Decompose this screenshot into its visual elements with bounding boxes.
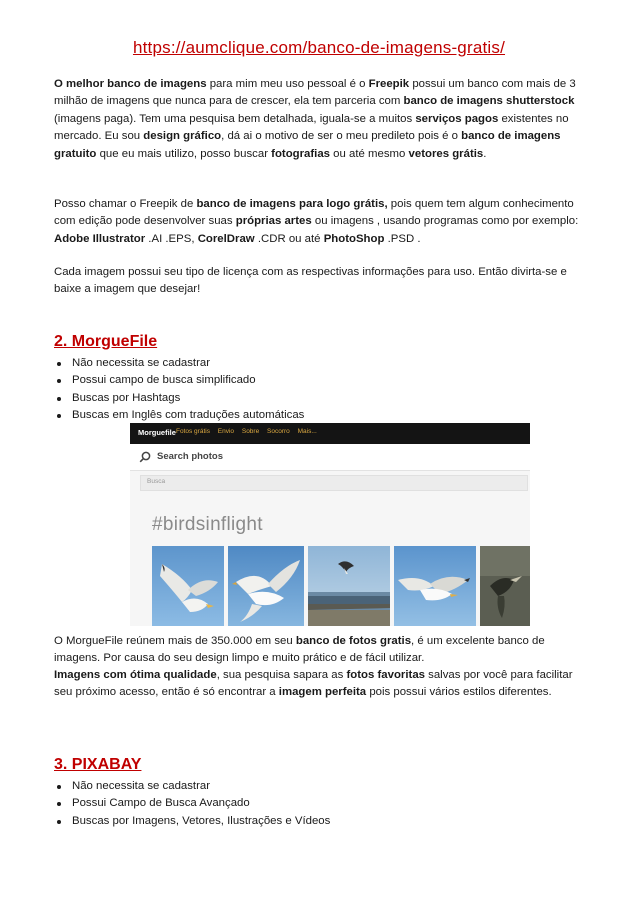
text-run: ou até mesmo [330,147,409,160]
text-run: . [483,147,487,160]
text-run: design gráfico [143,130,222,143]
pixabay-feature-list [54,778,574,830]
photo-gull-2 [228,546,304,626]
screenshot-search-placeholder: Search photos [157,451,223,462]
text-run: que eu mais utilizo, posso buscar [96,147,272,160]
screenshot-search-bar [130,444,530,471]
text-run: banco de imagens shutterstock [403,95,575,108]
text-run: , é um excelente banco de imagens. Por causa do seu design limpo e muito prático e de fácil utilizar. [54,635,545,665]
list-item-text: Não necessita se cadastrar [72,780,211,792]
text-run: Imagens com ótima qualidade [54,669,217,681]
text-run: .AI .EPS, [145,232,198,245]
list-item-text: Buscas por Hashtags [72,391,181,404]
list-item [54,813,574,830]
section-heading-morguefile: 2. MorgueFile [54,333,158,350]
text-run: banco de fotos gratis [295,635,412,647]
list-item [54,355,574,372]
text-run: .CDR ou até [254,232,324,245]
list-item-text: Não necessita se cadastrar [72,357,211,369]
text-run: existentes no mercado. Eu sou [54,112,569,143]
text-run: PhotoShop [323,232,385,245]
bullet-icon [57,362,61,366]
bullet-icon [57,785,61,789]
text-run: .PSD . [384,232,421,245]
morguefile-paragraph-2 [54,667,594,702]
bullet-icon [57,397,61,401]
screenshot-nav-link: Mais... [297,428,317,435]
text-run: pois possui vários estilos diferentes. [366,686,552,699]
screenshot-nav-link: Envio [217,428,235,435]
text-run: fotografias [271,147,331,160]
list-item-text: Possui Campo de Busca Avançado [72,797,250,810]
photo-gull-3 [394,546,476,626]
bullet-icon [57,802,61,806]
text-run: Adobe Illustrator [54,232,146,245]
text-run: fotos favoritas [346,669,425,681]
text-run: Posso chamar o Freepik de [54,198,197,210]
source-url-link[interactable]: https://aumclique.com/banco-de-imagens-gratis/ [132,38,506,57]
text-run: serviços pagos [415,112,499,125]
photo-gull-1 [152,546,224,626]
text-run: para mim meu uso pessoal é o [206,78,369,90]
text-run: banco de imagens para logo grátis, [196,198,388,210]
photo-bird-dark [480,546,530,626]
text-run: CorelDraw [197,232,255,245]
bullet-icon [57,414,61,418]
morguefile-feature-list [54,355,574,425]
text-run: pois quem tem algum conhecimento com edição pode desenvolver suas [54,198,574,228]
text-run: , dá ai o motivo de ser o meu predileto pois é o [221,130,462,143]
intro-paragraph-2 [54,196,594,248]
list-item [54,372,574,389]
list-item [54,390,574,407]
intro-paragraph-3 [54,264,594,299]
intro-paragraph-1 [54,76,594,163]
screenshot-brand: Morguefile [138,428,176,437]
text-run: vetores grátis [408,147,484,160]
list-item [54,795,574,812]
text-run: banco de imagens gratuito [54,130,561,160]
text-run: possui um banco com mais de 3 milhão de imagens que nunca para de crescer, ela tem parceria com [54,78,576,108]
morguefile-screenshot [130,423,530,626]
search-icon [139,451,151,463]
text-run: próprias artes [235,215,312,228]
screenshot-hashtag: #birdsinflight [152,514,263,535]
screenshot-nav-link: Fotos grátis [176,428,210,435]
list-item-text: Possui campo de busca simplificado [72,374,256,387]
screenshot-navbar [130,423,530,444]
list-item [54,407,574,424]
text-run: imagem perfeita [278,686,367,699]
morguefile-paragraph-1 [54,633,594,668]
text-run: O MorgueFile reúnem mais de 350.000 em seu [54,635,296,647]
section-heading-pixabay: 3. PIXABAY [54,756,142,773]
screenshot-busca-label: Busca [147,478,166,485]
screenshot-nav-link: Socorro [267,428,290,435]
photo-pier [308,546,390,626]
bullet-icon [57,820,61,824]
text-run: (imagens paga). Tem uma pesquisa bem detalhada, iguala-se a muitos [54,112,416,125]
text-run: , sua pesquisa sapara as [216,669,347,681]
text-run: ou imagens , usando programas como por exemplo: [311,215,579,228]
screenshot-nav-link: Sobre [241,428,260,435]
text-run: Freepik [368,78,410,90]
screenshot-nav-links [176,428,323,435]
text-run: salvas por você para facilitar seu próximo acesso, então é só encontrar a [54,669,573,699]
screenshot-busca-field [140,475,528,491]
text-run: Cada imagem possui seu tipo de licença com as respectivas informações para uso. Então divirta-se e baixe a imagem que desejar! [54,266,567,296]
list-item-text: Buscas em Inglês com traduções automáticas [72,409,305,422]
list-item [54,778,574,795]
text-run: O melhor banco de imagens [54,78,207,90]
list-item-text: Buscas por Imagens, Vetores, Ilustrações e Vídeos [72,814,331,827]
bullet-icon [57,379,61,383]
